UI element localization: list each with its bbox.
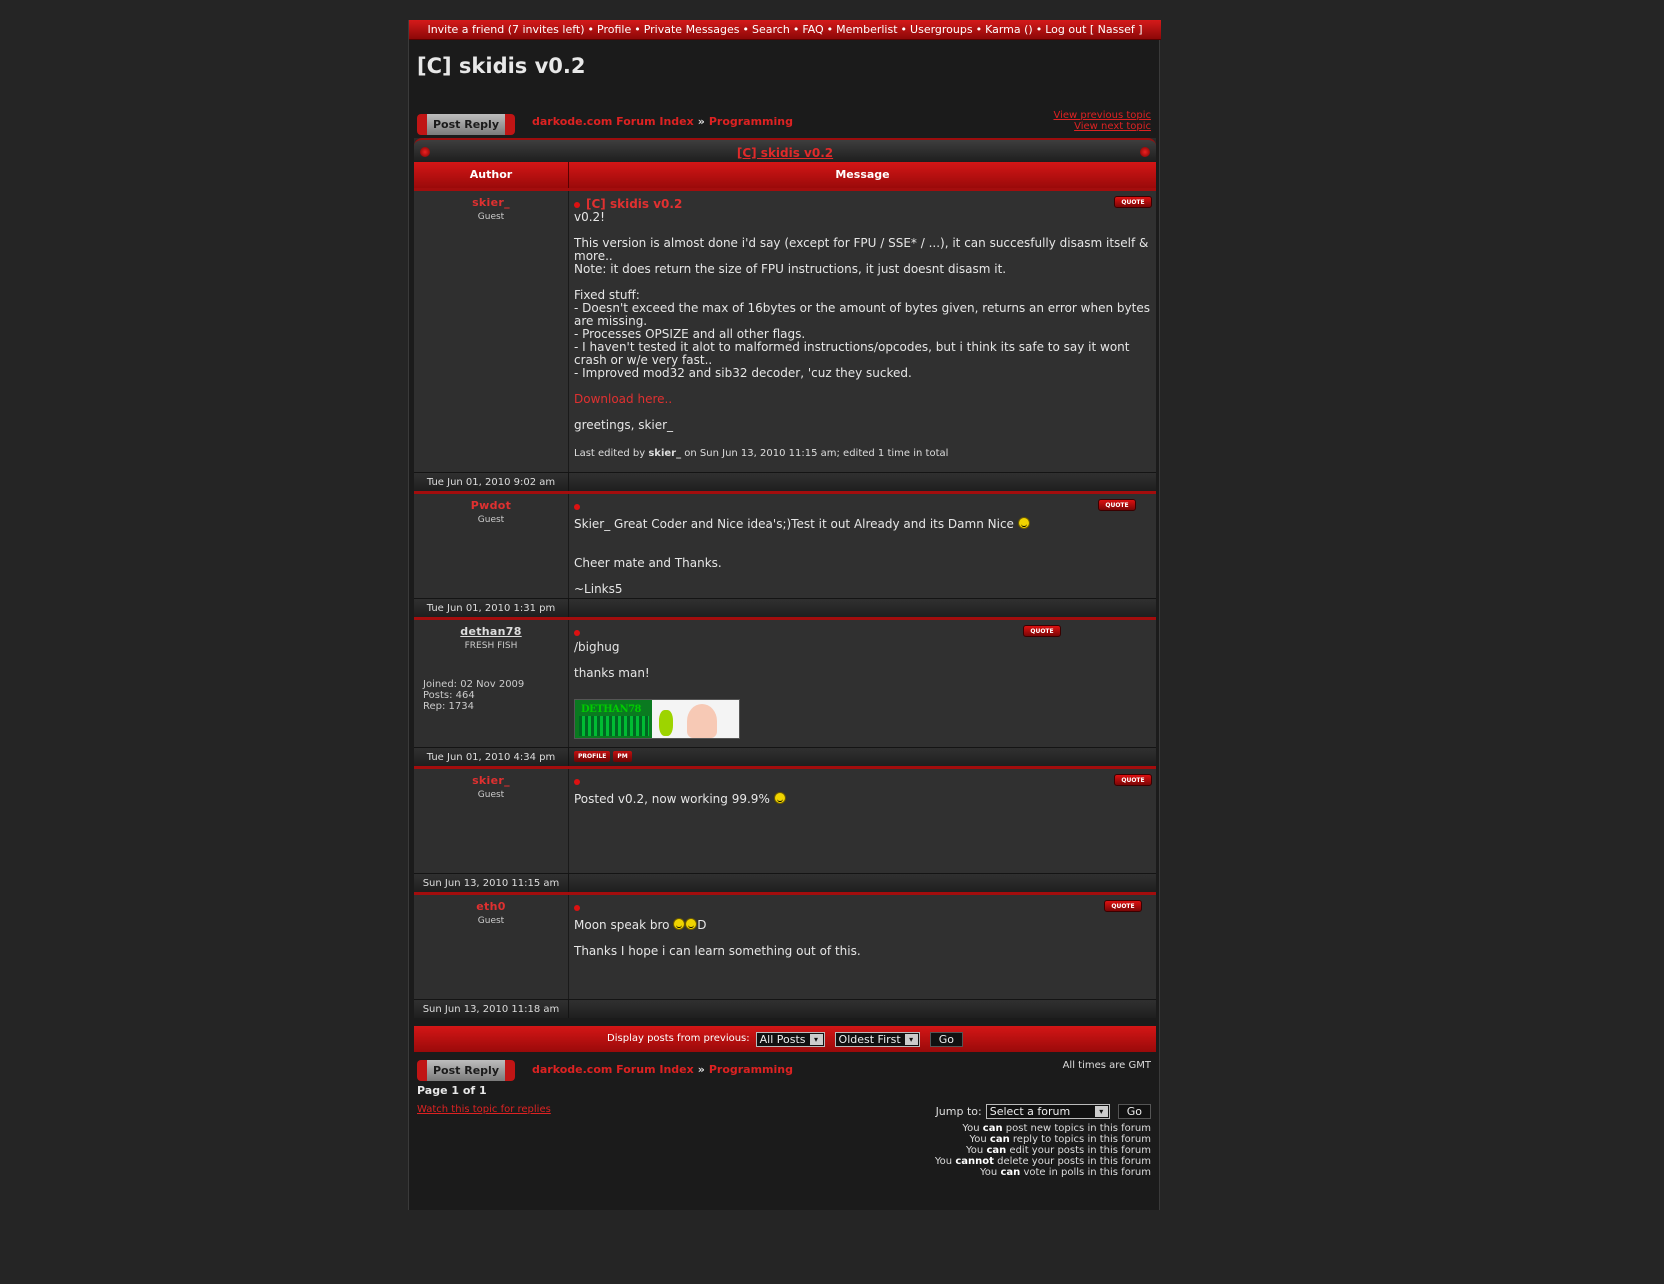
post xyxy=(414,766,1156,892)
post-line: thanks man! xyxy=(574,666,650,680)
post xyxy=(414,491,1156,617)
smiley-icon xyxy=(1018,517,1030,529)
view-previous-topic-link[interactable]: View previous topic xyxy=(1053,110,1151,121)
post-reply-button-bottom[interactable]: Post Reply xyxy=(417,1060,515,1081)
post-message: QUOTE Moon speak bro D Thanks I hope i can learn something out of this. xyxy=(569,895,1156,999)
permission-line: You can reply to topics in this forum xyxy=(969,1134,1151,1145)
jump-to xyxy=(936,1104,1151,1119)
smiley-icon xyxy=(673,918,685,930)
edit-note-user: skier_ xyxy=(648,448,682,459)
post-reply-button-top[interactable]: Post Reply xyxy=(417,114,515,135)
quote-button[interactable]: QUOTE xyxy=(1023,625,1061,637)
author-rep: Rep: 1734 xyxy=(423,701,474,712)
watch-topic-link[interactable]: Watch this topic for replies xyxy=(417,1104,551,1115)
permissions-list xyxy=(935,1123,1151,1178)
view-next-topic-link[interactable]: View next topic xyxy=(1074,121,1151,132)
thread-caption-link[interactable]: [C] skidis v0.2 xyxy=(736,146,834,160)
nav-usergroups[interactable]: Usergroups xyxy=(910,23,973,36)
caption-right-dot-icon xyxy=(1140,147,1150,157)
page-container xyxy=(408,20,1160,1210)
post-message xyxy=(569,191,1156,472)
author-rank: Guest xyxy=(477,916,505,926)
post-line: - I haven't tested it alot to malformed instructions/opcodes, but i think its safe to say it wont crash or w/e very fast.. xyxy=(574,340,1130,367)
breadcrumb-forum-index[interactable]: darkode.com Forum Index xyxy=(532,115,694,128)
post-date: Sun Jun 13, 2010 11:18 am xyxy=(414,1000,569,1018)
display-label: Display posts from previous: xyxy=(607,1033,750,1044)
post-author xyxy=(414,620,569,747)
table-header xyxy=(414,162,1156,188)
breadcrumb-top: darkode.com Forum Index » Programming xyxy=(532,115,793,128)
post-bullet-icon xyxy=(574,504,580,510)
post-line: Skier_ Great Coder and Nice idea's;)Test it out Already and its Damn Nice xyxy=(574,517,1014,531)
permission-line: You can post new topics in this forum xyxy=(962,1123,1151,1134)
nav-profile[interactable]: Profile xyxy=(597,23,632,36)
author-name[interactable]: skier_ xyxy=(472,774,510,787)
post xyxy=(414,188,1156,491)
post-date: Tue Jun 01, 2010 4:34 pm xyxy=(414,748,569,766)
post-line: Posted v0.2, now working 99.9% xyxy=(574,792,770,806)
post-line: - Improved mod32 and sib32 decoder, 'cuz they sucked. xyxy=(574,366,912,380)
post-actions xyxy=(569,473,1156,491)
post-bullet-icon xyxy=(574,905,580,911)
quote-button[interactable]: QUOTE xyxy=(1114,774,1152,786)
nav-karma[interactable]: Karma () xyxy=(985,23,1033,36)
thread-table xyxy=(414,138,1156,1018)
post-line: /bighug xyxy=(574,640,620,654)
topic-prev-next xyxy=(1053,110,1151,132)
permission-line: You can edit your posts in this forum xyxy=(966,1145,1151,1156)
nav-logout[interactable]: Log out [ Nassef ] xyxy=(1045,23,1143,36)
post-actions xyxy=(569,748,1156,766)
post-line: v0.2! xyxy=(574,210,605,224)
timezone-note: All times are GMT xyxy=(1062,1060,1151,1071)
post-line: Cheer mate and Thanks. xyxy=(574,556,722,570)
post-author xyxy=(414,494,569,598)
nav-memberlist[interactable]: Memberlist xyxy=(836,23,898,36)
post-line: Moon speak bro xyxy=(574,918,670,932)
post-footer xyxy=(414,999,1156,1018)
download-link[interactable]: Download here.. xyxy=(574,392,673,406)
post-footer xyxy=(414,598,1156,617)
quote-button[interactable]: QUOTE xyxy=(1114,196,1152,208)
smiley-icon xyxy=(774,792,786,804)
post-closing: greetings, skier_ xyxy=(574,418,674,432)
nav-search[interactable]: Search xyxy=(752,23,790,36)
display-go-button[interactable]: Go xyxy=(930,1032,963,1047)
post-line: Fixed stuff: xyxy=(574,288,640,302)
pm-button[interactable]: PM xyxy=(613,751,631,762)
breadcrumb-programming[interactable]: Programming xyxy=(708,1063,793,1076)
post-bullet-icon xyxy=(574,630,580,636)
caption-left-dot-icon xyxy=(420,147,430,157)
signature-banner-text: DETHAN78 xyxy=(581,704,641,715)
post-footer xyxy=(414,873,1156,892)
post-line: Thanks I hope i can learn something out of this. xyxy=(574,944,861,958)
post-bullet-icon xyxy=(574,779,580,785)
author-name[interactable]: eth0 xyxy=(476,900,506,913)
post-message xyxy=(569,494,1156,598)
post-author xyxy=(414,769,569,873)
post-bullet-icon xyxy=(574,202,580,208)
post-date: Tue Jun 01, 2010 9:02 am xyxy=(414,473,569,491)
breadcrumb-programming[interactable]: Programming xyxy=(708,115,793,128)
nav-faq[interactable]: FAQ xyxy=(802,23,824,36)
post-actions xyxy=(569,599,1156,617)
author-posts: Posts: 464 xyxy=(423,690,475,701)
column-message: Message xyxy=(835,168,890,181)
range-select[interactable]: All Posts ▾ xyxy=(756,1032,825,1047)
post-subject: [C] skidis v0.2 xyxy=(574,198,1150,211)
post-footer xyxy=(414,747,1156,766)
top-navigation: Invite a friend (7 invites left) • Profile • Private Messages • Search • FAQ • Memberlist • Usergroups • Karma () • Log out [ Nassef ] xyxy=(409,20,1161,40)
author-rank: Guest xyxy=(477,515,505,525)
author-name[interactable]: Pwdot xyxy=(470,499,512,512)
smiley-icon xyxy=(685,918,697,930)
post-date: Tue Jun 01, 2010 1:31 pm xyxy=(414,599,569,617)
post-line: This version is almost done i'd say (except for FPU / SSE* / ...), it can succesfully disasm itself & more.. xyxy=(574,236,1149,263)
author-rank: FRESH FISH xyxy=(464,641,518,651)
profile-button[interactable]: PROFILE xyxy=(574,751,610,762)
post-signature: ~Links5 xyxy=(574,582,623,596)
jump-forum-select[interactable]: Select a forum ▾ xyxy=(986,1104,1110,1119)
column-author: Author xyxy=(414,162,569,188)
page-indicator: Page 1 of 1 xyxy=(417,1084,487,1097)
display-options-bar xyxy=(414,1026,1156,1052)
nav-private-messages[interactable]: Private Messages xyxy=(643,23,740,36)
author-joined: Joined: 02 Nov 2009 xyxy=(423,679,525,690)
post-footer xyxy=(414,472,1156,491)
jump-go-button[interactable]: Go xyxy=(1118,1104,1151,1119)
post-line: Note: it does return the size of FPU instructions, it just doesnt disasm it. xyxy=(574,262,1007,276)
post-author xyxy=(414,191,569,472)
post xyxy=(414,892,1156,1018)
thread-caption xyxy=(414,138,1156,162)
post-actions xyxy=(569,1000,1156,1018)
author-name[interactable]: skier_ xyxy=(472,196,510,209)
permission-line: You cannot delete your posts in this forum xyxy=(934,1156,1151,1167)
post-author xyxy=(414,895,569,999)
breadcrumb-forum-index[interactable]: darkode.com Forum Index xyxy=(532,1063,694,1076)
author-stats xyxy=(414,679,568,712)
post-message xyxy=(569,769,1156,873)
topic-title: [C] skidis v0.2 xyxy=(417,54,586,78)
post-line: - Doesn't exceed the max of 16bytes or the amount of bytes given, returns an error when bytes are missing. xyxy=(574,301,1150,328)
author-name[interactable]: dethan78 xyxy=(460,625,522,638)
permission-line: You can vote in polls in this forum xyxy=(980,1167,1151,1178)
author-rank: Guest xyxy=(477,212,505,222)
breadcrumb-bottom: darkode.com Forum Index » Programming xyxy=(532,1063,793,1076)
order-select[interactable]: Oldest First ▾ xyxy=(835,1032,920,1047)
edit-note: Last edited by skier_ on Sun Jun 13, 2010 11:15 am; edited 1 time in total xyxy=(574,448,949,459)
signature-banner-image xyxy=(574,699,740,739)
post-message xyxy=(569,620,1156,747)
quote-button[interactable]: QUOTE xyxy=(1098,499,1136,511)
post-actions xyxy=(569,874,1156,892)
jump-label: Jump to: xyxy=(935,1105,982,1118)
quote-button[interactable]: QUOTE xyxy=(1104,900,1142,912)
post-date: Sun Jun 13, 2010 11:15 am xyxy=(414,874,569,892)
post xyxy=(414,617,1156,766)
post-line: - Processes OPSIZE and all other flags. xyxy=(574,327,806,341)
nav-invite-friend[interactable]: Invite a friend (7 invites left) xyxy=(427,23,585,36)
author-rank: Guest xyxy=(477,790,505,800)
